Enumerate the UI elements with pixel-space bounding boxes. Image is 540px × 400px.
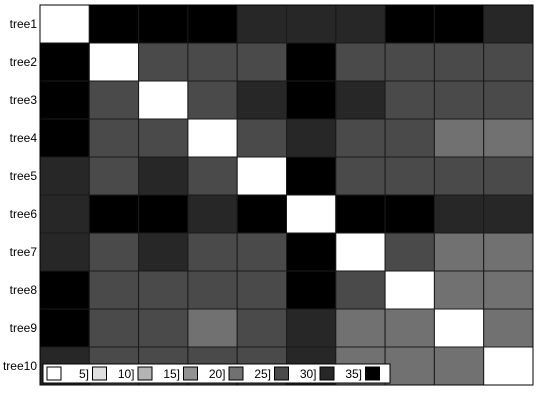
heatmap-cell-r4-c2 [89, 119, 138, 157]
heatmap-cell-r5-c3 [139, 157, 188, 195]
heatmap-cell-r7-c9 [434, 233, 483, 271]
row-label-tree10: tree10 [2, 359, 37, 373]
heatmap-cell-r3-c9 [434, 81, 483, 119]
heatmap-cell-r10-c10 [484, 347, 533, 385]
row-label-tree8: tree8 [9, 283, 37, 297]
heatmap-cell-r1-c9 [434, 5, 483, 43]
heatmap-cell-r1-c1 [40, 5, 89, 43]
heatmap-cell-r1-c6 [287, 5, 336, 43]
heatmap-cell-r1-c2 [89, 5, 138, 43]
legend-swatch-3 [138, 367, 152, 380]
heatmap-cell-r6-c5 [237, 195, 286, 233]
heatmap-cell-r4-c10 [484, 119, 533, 157]
legend-label-7: 35] [345, 367, 362, 381]
heatmap-cell-r2-c6 [287, 43, 336, 81]
heatmap-cell-r2-c1 [40, 43, 89, 81]
heatmap-cell-r2-c5 [237, 43, 286, 81]
legend-label-3: 15] [163, 367, 180, 381]
legend [43, 364, 390, 383]
heatmap-cell-r5-c6 [287, 157, 336, 195]
heatmap-cell-r1-c3 [139, 5, 188, 43]
heatmap-cell-r5-c10 [484, 157, 533, 195]
row-label-tree6: tree6 [9, 207, 37, 221]
heatmap-cell-r6-c3 [139, 195, 188, 233]
heatmap-cell-r7-c2 [89, 233, 138, 271]
heatmap-cell-r9-c7 [336, 309, 385, 347]
heatmap-cell-r1-c4 [188, 5, 237, 43]
heatmap-cell-r3-c5 [237, 81, 286, 119]
heatmap-cell-r6-c4 [188, 195, 237, 233]
heatmap-cell-r5-c2 [89, 157, 138, 195]
heatmap-cell-r8-c9 [434, 271, 483, 309]
heatmap-cell-r6-c8 [385, 195, 434, 233]
heatmap-cell-r8-c6 [287, 271, 336, 309]
heatmap-cell-r5-c1 [40, 157, 89, 195]
heatmap-cell-r2-c7 [336, 43, 385, 81]
heatmap-cell-r8-c7 [336, 271, 385, 309]
heatmap-cell-r3-c3 [139, 81, 188, 119]
heatmap-cell-r7-c5 [237, 233, 286, 271]
heatmap-cell-r4-c9 [434, 119, 483, 157]
row-label-tree5: tree5 [9, 169, 37, 183]
heatmap-cell-r6-c2 [89, 195, 138, 233]
heatmap-cell-r4-c3 [139, 119, 188, 157]
heatmap-cell-r3-c4 [188, 81, 237, 119]
heatmap-cell-r2-c8 [385, 43, 434, 81]
heatmap-cell-r8-c5 [237, 271, 286, 309]
row-labels [3, 17, 37, 373]
heatmap-cell-r7-c8 [385, 233, 434, 271]
legend-swatch-8 [366, 367, 380, 380]
heatmap-cell-r5-c7 [336, 157, 385, 195]
heatmap-cell-r2-c2 [89, 43, 138, 81]
heatmap-cells [40, 5, 533, 385]
legend-label-1: 5] [78, 367, 89, 381]
heatmap-cell-r1-c10 [484, 5, 533, 43]
heatmap-cell-r8-c10 [484, 271, 533, 309]
heatmap-cell-r8-c4 [188, 271, 237, 309]
heatmap-cell-r4-c6 [287, 119, 336, 157]
legend-swatch-5 [229, 367, 243, 380]
heatmap-cell-r7-c4 [188, 233, 237, 271]
heatmap-cell-r8-c3 [139, 271, 188, 309]
heatmap-cell-r6-c9 [434, 195, 483, 233]
heatmap-cell-r6-c7 [336, 195, 385, 233]
heatmap-cell-r8-c2 [89, 271, 138, 309]
heatmap-cell-r5-c9 [434, 157, 483, 195]
heatmap-cell-r6-c10 [484, 195, 533, 233]
row-label-tree4: tree4 [9, 131, 37, 145]
heatmap-cell-r7-c1 [40, 233, 89, 271]
legend-swatch-7 [320, 367, 334, 380]
heatmap-cell-r8-c8 [385, 271, 434, 309]
heatmap-cell-r4-c5 [237, 119, 286, 157]
heatmap-cell-r9-c2 [89, 309, 138, 347]
heatmap-cell-r2-c9 [434, 43, 483, 81]
heatmap-cell-r3-c8 [385, 81, 434, 119]
legend-label-4: 20] [208, 367, 226, 381]
heatmap-cell-r9-c5 [237, 309, 286, 347]
heatmap-cell-r4-c7 [336, 119, 385, 157]
heatmap-cell-r7-c3 [139, 233, 188, 271]
heatmap-cell-r6-c6 [287, 195, 336, 233]
heatmap-cell-r9-c1 [40, 309, 89, 347]
row-label-tree3: tree3 [9, 93, 37, 107]
legend-label-2: 10] [117, 367, 135, 381]
legend-swatch-1 [47, 367, 61, 380]
heatmap-cell-r9-c9 [434, 309, 483, 347]
heatmap-cell-r3-c2 [89, 81, 138, 119]
legend-swatch-4 [184, 367, 198, 380]
heatmap-cell-r6-c1 [40, 195, 89, 233]
heatmap-cell-r4-c4 [188, 119, 237, 157]
heatmap-cell-r7-c7 [336, 233, 385, 271]
heatmap-cell-r9-c6 [287, 309, 336, 347]
heatmap-cell-r5-c5 [237, 157, 286, 195]
row-label-tree7: tree7 [9, 245, 37, 259]
heatmap-cell-r8-c1 [40, 271, 89, 309]
legend-swatch-2 [93, 367, 107, 380]
heatmap-cell-r10-c8 [385, 347, 434, 385]
heatmap-cell-r3-c6 [287, 81, 336, 119]
heatmap-cell-r7-c6 [287, 233, 336, 271]
heatmap-cell-r1-c8 [385, 5, 434, 43]
legend-swatch-6 [275, 367, 289, 380]
heatmap-cell-r1-c5 [237, 5, 286, 43]
heatmap-cell-r1-c7 [336, 5, 385, 43]
row-label-tree1: tree1 [9, 17, 37, 31]
heatmap-cell-r3-c1 [40, 81, 89, 119]
heatmap-cell-r4-c8 [385, 119, 434, 157]
heatmap-cell-r7-c10 [484, 233, 533, 271]
legend-label-5: 25] [254, 367, 271, 381]
heatmap-cell-r2-c10 [484, 43, 533, 81]
heatmap-cell-r2-c4 [188, 43, 237, 81]
heatmap-cell-r9-c8 [385, 309, 434, 347]
heatmap-cell-r9-c10 [484, 309, 533, 347]
heatmap-cell-r9-c4 [188, 309, 237, 347]
legend-label-6: 30] [299, 367, 317, 381]
row-label-tree9: tree9 [9, 321, 37, 335]
heatmap-cell-r10-c9 [434, 347, 483, 385]
heatmap-cell-r3-c10 [484, 81, 533, 119]
heatmap-cell-r5-c8 [385, 157, 434, 195]
row-label-tree2: tree2 [9, 55, 37, 69]
heatmap-cell-r2-c3 [139, 43, 188, 81]
heatmap-cell-r5-c4 [188, 157, 237, 195]
heatmap-cell-r3-c7 [336, 81, 385, 119]
heatmap-cell-r9-c3 [139, 309, 188, 347]
heatmap-cell-r4-c1 [40, 119, 89, 157]
